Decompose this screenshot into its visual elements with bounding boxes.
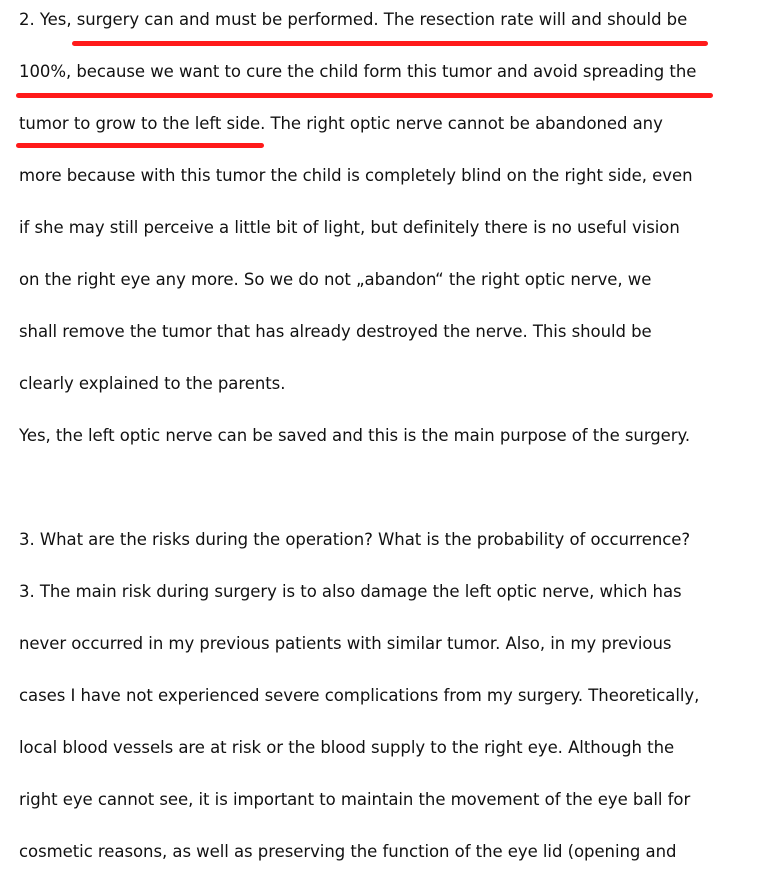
- red-underline-mark: [16, 93, 713, 98]
- text-line: clearly explained to the parents.: [19, 374, 286, 393]
- text-line: Yes, the left optic nerve can be saved and this is the main purpose of the surgery.: [19, 426, 691, 445]
- text-line: cosmetic reasons, as well as preserving the function of the eye lid (opening and: [19, 842, 677, 861]
- text-line: 2. Yes, surgery can and must be performed. The resection rate will and should be: [19, 10, 688, 29]
- text-line: shall remove the tumor that has already destroyed the nerve. This should be: [19, 322, 652, 341]
- red-underline-mark: [72, 41, 708, 46]
- text-line: never occurred in my previous patients with similar tumor. Also, in my previous: [19, 634, 672, 653]
- text-line: if she may still perceive a little bit of light, but definitely there is no useful vision: [19, 218, 680, 237]
- text-line: cases I have not experienced severe complications from my surgery. Theoretically,: [19, 686, 700, 705]
- question-line: 3. What are the risks during the operation? What is the probability of occurrence?: [19, 530, 691, 549]
- text-line: 100%, because we want to cure the child form this tumor and avoid spreading the: [19, 62, 697, 81]
- text-line: right eye cannot see, it is important to maintain the movement of the eye ball for: [19, 790, 691, 809]
- red-underline-mark: [16, 143, 264, 148]
- text-line: local blood vessels are at risk or the blood supply to the right eye. Although the: [19, 738, 675, 757]
- text-line: more because with this tumor the child is completely blind on the right side, even: [19, 166, 693, 185]
- text-line: 3. The main risk during surgery is to also damage the left optic nerve, which has: [19, 582, 682, 601]
- text-line: on the right eye any more. So we do not „abandon“ the right optic nerve, we: [19, 270, 652, 289]
- text-line: tumor to grow to the left side. The right optic nerve cannot be abandoned any: [19, 114, 663, 133]
